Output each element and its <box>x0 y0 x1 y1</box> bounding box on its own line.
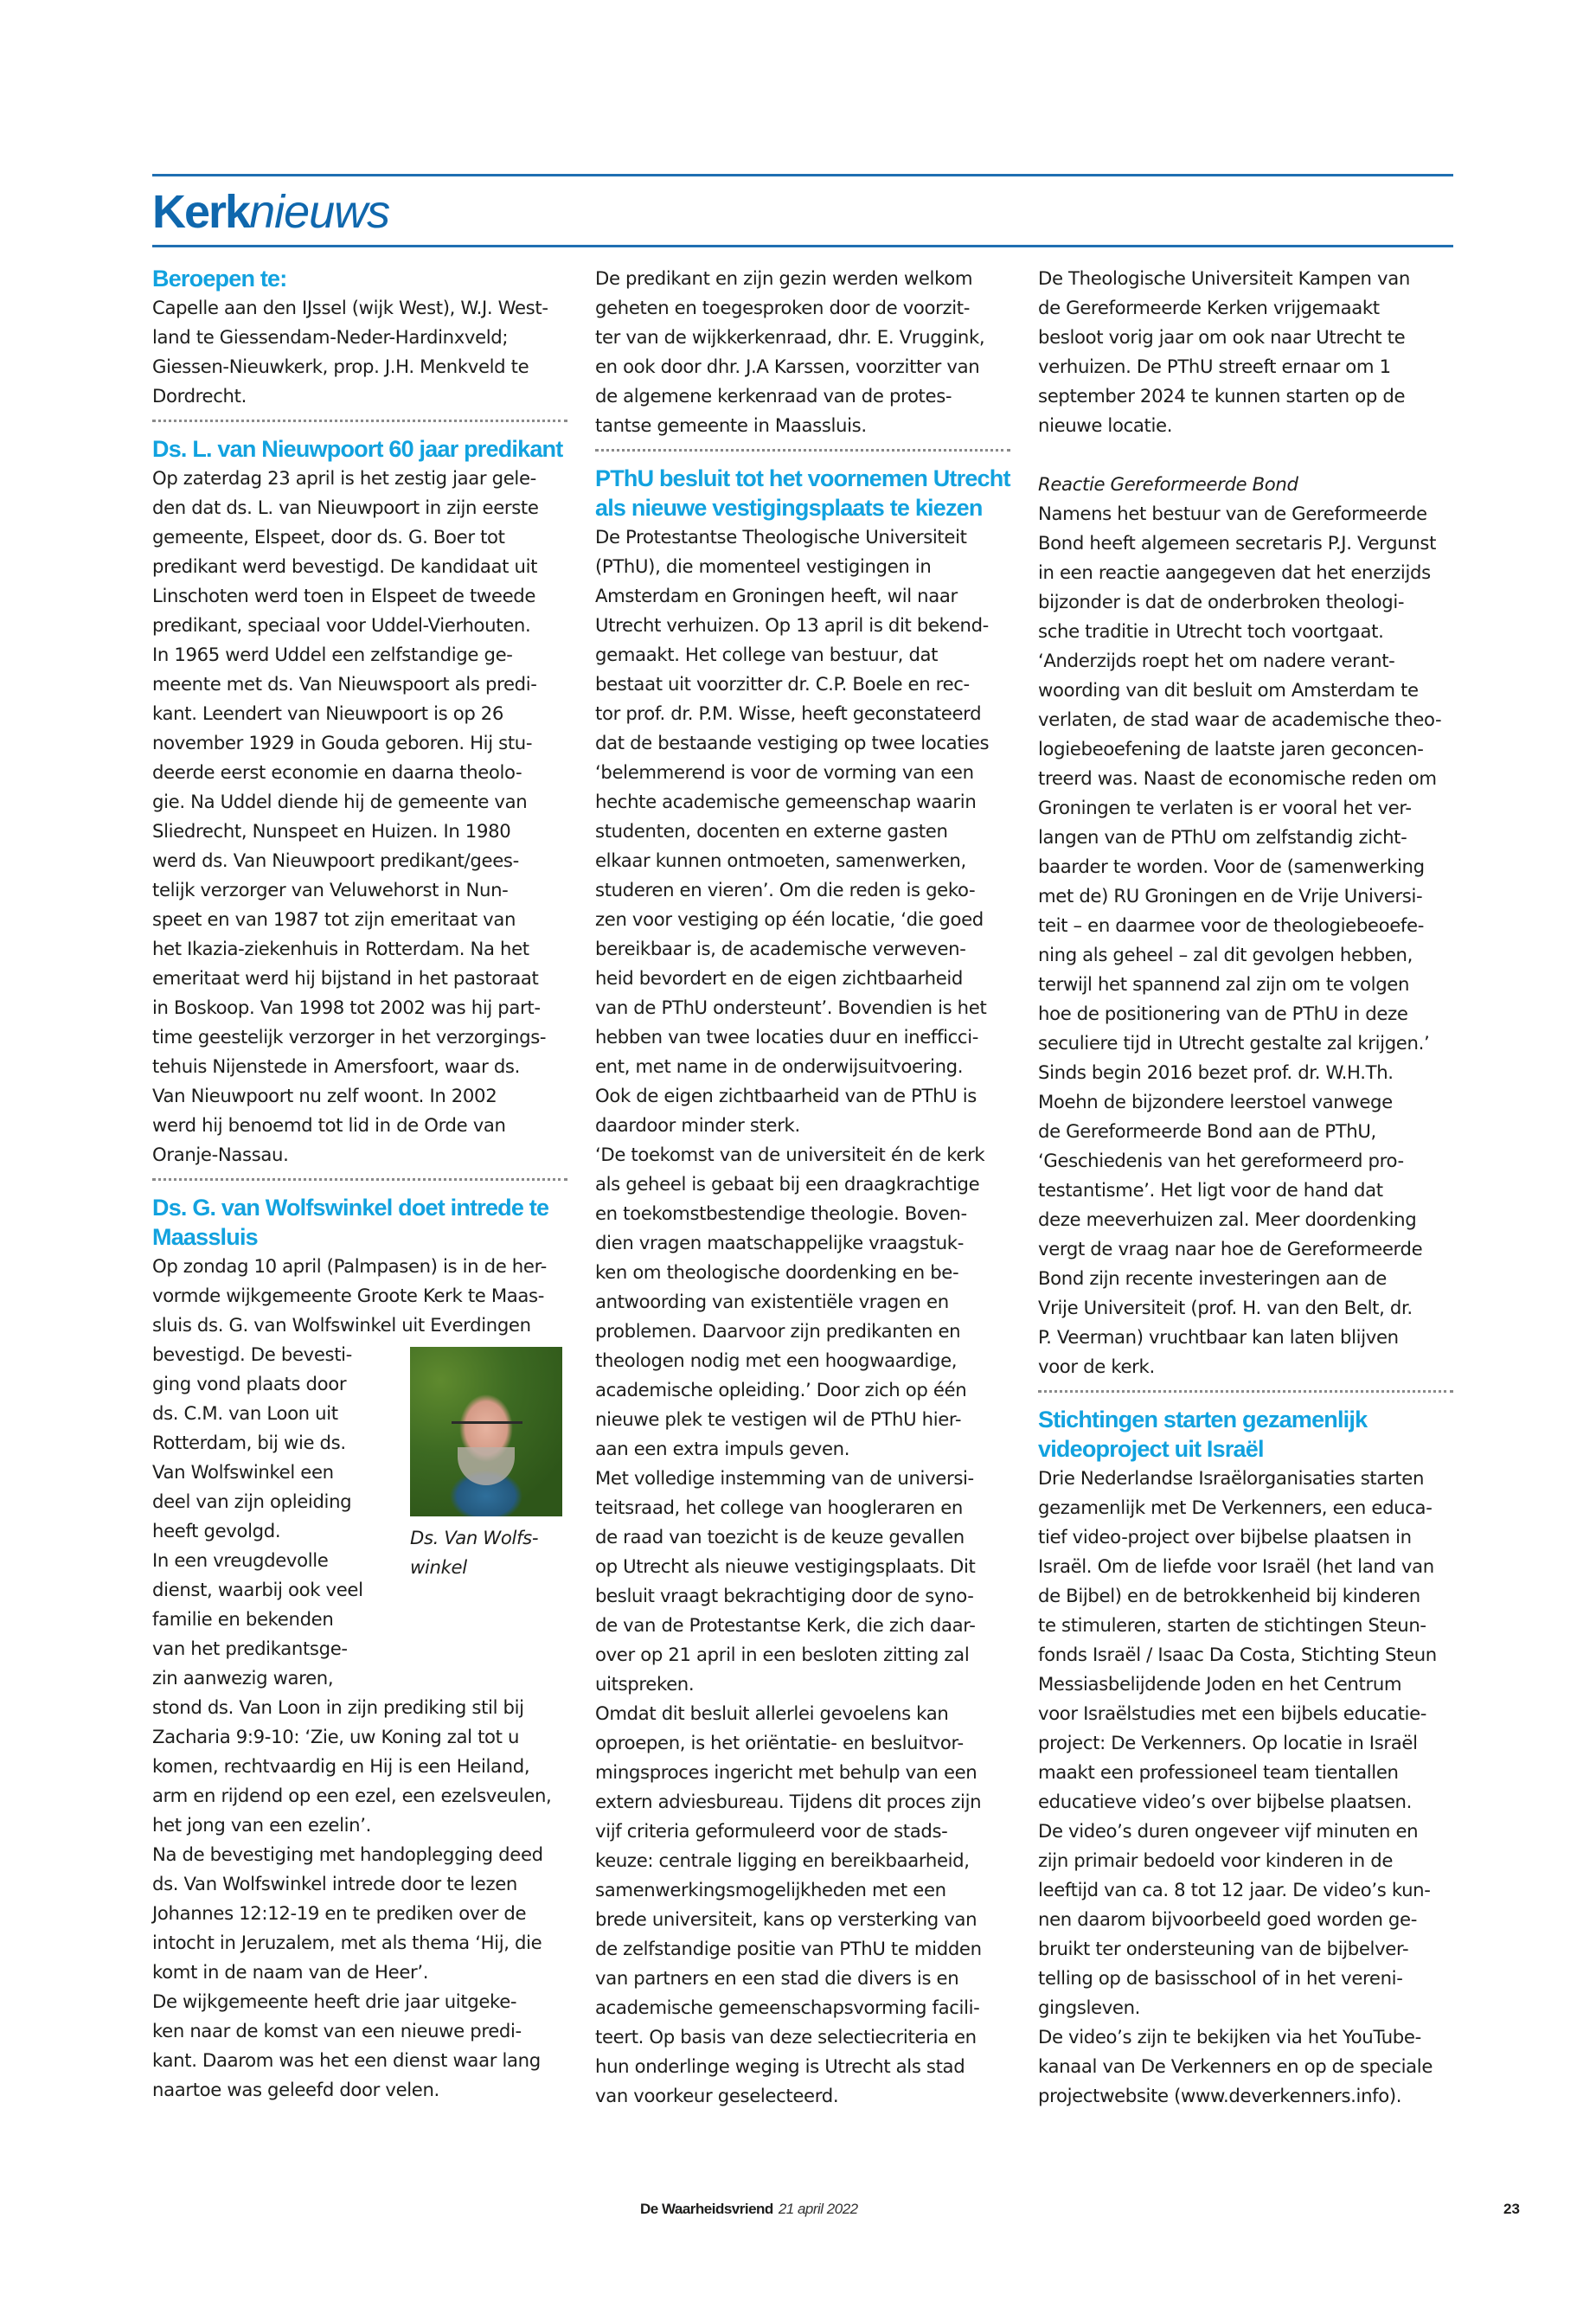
dotted-divider <box>1038 1390 1453 1393</box>
text-line: Sliedrecht, Nunspeet en Huizen. In 1980 <box>152 820 511 842</box>
text-line: werd ds. Van Nieuwpoort predikant/gees- <box>152 849 519 871</box>
text-line: studenten, docenten en externe gasten <box>595 820 948 842</box>
text-line: PThU besluit tot het voornemen Utrecht <box>595 465 1010 491</box>
text-line: Messiasbelijdende Joden en het Centrum <box>1038 1673 1402 1695</box>
text-line: vijf criteria geformuleerd voor de stads- <box>595 1820 948 1842</box>
text-line: maakt een professioneel team tientallen <box>1038 1761 1399 1783</box>
text-line: Sinds begin 2016 bezet prof. dr. W.H.Th. <box>1038 1061 1394 1083</box>
article-beroepen <box>152 264 569 411</box>
text-line: van de PThU ondersteunt’. Bovendien is het <box>595 997 987 1018</box>
text-line: van partners en een stad die divers is en <box>595 1967 959 1989</box>
text-line: Stichtingen starten gezamenlijk <box>1038 1407 1368 1433</box>
text-line: testantisme’. Het ligt voor de hand dat <box>1038 1179 1383 1201</box>
text-line: de van de Protestantse Kerk, die zich daar- <box>595 1614 976 1636</box>
article-body <box>1038 1464 1455 2111</box>
text-line: de Bijbel) en de betrokkenheid bij kinderen <box>1038 1585 1420 1606</box>
text-line: In een vreugdevolle <box>152 1549 329 1571</box>
text-line: bijzonder is dat de onderbroken theologi- <box>1038 591 1405 612</box>
text-line: besluit vraagt bekrachtiging door de syno- <box>595 1585 974 1606</box>
text-line: Capelle aan den IJssel (wijk West), W.J. West- <box>152 297 548 318</box>
subheading-reactie: Reactie Gereformeerde Bond <box>1038 473 1298 495</box>
text-line: Na de bevestiging met handoplegging deed <box>152 1843 543 1865</box>
text-line: leeftijd van ca. 8 tot 12 jaar. De video’s kun- <box>1038 1879 1431 1900</box>
text-line: hebben van twee locaties duur en inefficci- <box>595 1026 979 1048</box>
text-line: deze meeverhuizen zal. Meer doordenking <box>1038 1208 1417 1230</box>
text-line: op Utrecht als nieuwe vestigingsplaats. Dit <box>595 1555 976 1577</box>
article-body-bottom <box>152 1693 569 2105</box>
text-line: van het predikantsge- <box>152 1638 348 1659</box>
article-body-top <box>152 1252 569 1340</box>
text-line: tief video-project over bijbelse plaatsen in <box>1038 1526 1412 1548</box>
article-nieuwpoort <box>152 434 569 1170</box>
text-line: Rotterdam, bij wie ds. <box>152 1432 346 1453</box>
article-heading <box>152 1193 569 1252</box>
text-line: hechte academische gemeenschap waarin <box>595 791 977 812</box>
text-line: gingsleven. <box>1038 1997 1141 2018</box>
text-line: daardoor minder sterk. <box>595 1114 800 1136</box>
text-line: over op 21 april in een besloten zitting zal <box>595 1644 970 1665</box>
text-line: kant. Daarom was het een dienst waar lang <box>152 2049 541 2071</box>
column-1 <box>152 264 569 2105</box>
text-line: terwijl het spannend zal zijn om te volgen <box>1038 973 1410 995</box>
text-line: ‘belemmerend is voor de vorming van een <box>595 761 974 783</box>
text-line: ken om theologische doordenking en be- <box>595 1261 959 1283</box>
text-line: meente met ds. Van Nieuwspoort als predi- <box>152 673 537 695</box>
text-line: telijk verzorger van Veluwehorst in Nun- <box>152 879 509 901</box>
text-line: arm en rijdend op een ezel, een ezelsveulen, <box>152 1785 552 1806</box>
article-pthu <box>595 464 1012 2111</box>
text-line: Ook de eigen zichtbaarheid van de PThU is <box>595 1085 977 1106</box>
text-line: het Ikazia-ziekenhuis in Rotterdam. Na het <box>152 938 529 959</box>
photo-wrap <box>152 1340 569 1693</box>
paragraph-gap <box>1038 440 1455 470</box>
text-line: De Protestantse Theologische Universiteit <box>595 526 967 548</box>
text-line: ging vond plaats door <box>152 1373 347 1394</box>
text-line: teert. Op basis van deze selectiecriteria en <box>595 2026 977 2048</box>
article-wolfswinkel <box>152 1193 569 2105</box>
article-wolfswinkel-continued <box>595 264 1012 440</box>
portrait-photo <box>410 1347 562 1516</box>
issue-date: 21 april 2022 <box>778 2201 858 2217</box>
text-line: intocht in Jeruzalem, met als thema ‘Hij, die <box>152 1932 542 1953</box>
text-line: Vrije Universiteit (prof. H. van den Belt, dr. <box>1038 1297 1413 1318</box>
text-line: in Boskoop. Van 1998 tot 2002 was hij part- <box>152 997 541 1018</box>
page-footer <box>640 2199 858 2220</box>
beard-shape <box>458 1447 515 1485</box>
text-line: predikant werd bevestigd. De kandidaat uit <box>152 555 538 577</box>
text-line: heid bevordert en de eigen zichtbaarheid <box>595 967 964 989</box>
section-title <box>152 182 389 242</box>
text-line: september 2024 te kunnen starten op de <box>1038 385 1406 407</box>
article-body <box>595 264 1012 440</box>
text-line: oproepen, is het oriëntatie- en besluitvor- <box>595 1732 964 1753</box>
text-line: Op zondag 10 april (Palmpasen) is in de her- <box>152 1255 547 1277</box>
glasses-shape <box>452 1421 522 1436</box>
text-line: De predikant en zijn gezin werden welkom <box>595 267 973 289</box>
text-line: videoproject uit Israël <box>1038 1436 1264 1462</box>
text-line: Omdat dit besluit allerlei gevoelens kan <box>595 1702 949 1724</box>
text-line: werd hij benoemd tot lid in de Orde van <box>152 1114 506 1136</box>
text-line: In 1965 werd Uddel een zelfstandige ge- <box>152 644 513 665</box>
text-line: besloot vorig jaar om ook naar Utrecht te <box>1038 326 1406 348</box>
text-line: Zacharia 9:9-10: ‘Zie, uw Koning zal tot u <box>152 1726 520 1747</box>
text-line: De Theologische Universiteit Kampen van <box>1038 267 1410 289</box>
text-line: naartoe was geleefd door velen. <box>152 2079 439 2100</box>
text-line: ‘Geschiedenis van het gereformeerd pro- <box>1038 1150 1404 1171</box>
text-line: Bond heeft algemeen secretaris P.J. Vergunst <box>1038 532 1437 554</box>
text-line: ds. C.M. van Loon uit <box>152 1402 338 1424</box>
text-line: ken naar de komst van een nieuwe predi- <box>152 2020 522 2041</box>
text-line: projectwebsite (www.deverkenners.info). <box>1038 2085 1402 2106</box>
text-line: de raad van toezicht is de keuze gevallen <box>595 1526 965 1548</box>
text-line: extern adviesbureau. Tijdens dit proces zijn <box>595 1791 982 1812</box>
text-line: gemeente, Elspeet, door ds. G. Boer tot <box>152 526 505 548</box>
text-line: de algemene kerkenraad van de protes- <box>595 385 952 407</box>
text-line: Van Nieuwpoort nu zelf woont. In 2002 <box>152 1085 497 1106</box>
text-line: november 1929 in Gouda geboren. Hij stu- <box>152 732 533 753</box>
text-line: komt in de naam van de Heer’. <box>152 1961 429 1983</box>
text-line: aan een extra impuls geven. <box>595 1438 850 1459</box>
article-heading <box>1038 1405 1455 1464</box>
text-line: uitspreken. <box>595 1673 695 1695</box>
text-line: heeft gevolgd. <box>152 1520 281 1541</box>
text-line: den dat ds. L. van Nieuwpoort in zijn eerste <box>152 497 539 518</box>
text-line: antwoording van existentiële vragen en <box>595 1291 949 1312</box>
text-line: sche traditie in Utrecht toch voortgaat. <box>1038 620 1384 642</box>
text-line: komen, rechtvaardig en Hij is een Heiland, <box>152 1755 530 1777</box>
text-line: vergt de vraag naar hoe de Gereformeerde <box>1038 1238 1423 1259</box>
article-pthu-continued <box>1038 264 1455 1381</box>
bottom-rule <box>152 245 1453 247</box>
text-line: verlaten, de stad waar de academische theo- <box>1038 708 1442 730</box>
section-title-italic: nieuws <box>249 186 390 238</box>
text-line: geheten en toegesproken door de voorzit- <box>595 297 971 318</box>
text-line: ds. Van Wolfswinkel intrede door te lezen <box>152 1873 517 1894</box>
article-body <box>595 522 1012 2111</box>
text-line: theologen nodig met een hoogwaardige, <box>595 1349 958 1371</box>
text-line: educatieve video’s over bijbelse plaatsen. <box>1038 1791 1412 1812</box>
text-line: emeritaat werd hij bijstand in het pastoraat <box>152 967 539 989</box>
text-line: De video’s zijn te bekijken via het YouTube- <box>1038 2026 1421 2048</box>
text-line: de zelfstandige positie van PThU te midden <box>595 1938 982 1959</box>
article-body <box>152 293 569 411</box>
text-line: problemen. Daarvoor zijn predikanten en <box>595 1320 961 1342</box>
text-line: tehuis Nijenstede in Amersfoort, waar ds. <box>152 1055 521 1077</box>
text-line: Bond zijn recente investeringen aan de <box>1038 1267 1387 1289</box>
column-3 <box>1038 264 1455 2111</box>
text-line: bruikt ter ondersteuning van de bijbelver- <box>1038 1938 1409 1959</box>
text-line: bevestigd. De bevesti- <box>152 1343 352 1365</box>
dotted-divider <box>152 420 567 422</box>
text-line: de Gereformeerde Kerken vrijgemaakt <box>1038 297 1380 318</box>
text-line: met de) RU Groningen en de Vrije Universi- <box>1038 885 1423 907</box>
text-line: en ook door dhr. J.A Karssen, voorzitter van <box>595 356 980 377</box>
article-body <box>1038 264 1455 440</box>
text-line: voor Israëlstudies met een bijbels educatie- <box>1038 1702 1427 1724</box>
text-line: gemaakt. Het college van bestuur, dat <box>595 644 939 665</box>
text-line: De wijkgemeente heeft drie jaar uitgeke- <box>152 1990 517 2012</box>
text-line: studeren en vieren’. Om die reden is geko- <box>595 879 976 901</box>
text-line: dien vragen maatschappelijke vraagstuk- <box>595 1232 965 1253</box>
section-title-bold: Kerk <box>152 186 250 238</box>
text-line: treerd was. Naast de economische reden om <box>1038 767 1437 789</box>
text-line: verhuizen. De PThU streeft ernaar om 1 <box>1038 356 1391 377</box>
text-line: ‘De toekomst van de universiteit én de kerk <box>595 1144 985 1165</box>
text-line: academische opleiding.’ Door zich op één <box>595 1379 967 1400</box>
text-line: Utrecht verhuizen. Op 13 april is dit bekend- <box>595 614 989 636</box>
text-line: hoe de positionering van de PThU in deze <box>1038 1003 1408 1024</box>
text-line: teitsraad, het college van hoogleraren en <box>595 1497 963 1518</box>
text-line: Ds. Van Wolfs- <box>410 1527 539 1548</box>
text-line: Linschoten werd toen in Elspeet de tweede <box>152 585 536 606</box>
text-line: bestaat uit voorzitter dr. C.P. Boele en rec- <box>595 673 970 695</box>
text-line: ning als geheel – zal dit gevolgen hebben, <box>1038 944 1413 965</box>
text-line: nieuwe plek te vestigen wil de PThU hier- <box>595 1408 962 1430</box>
text-line: Israël. Om de liefde voor Israël (het land van <box>1038 1555 1434 1577</box>
text-line: vormde wijkgemeente Groote Kerk te Maas- <box>152 1285 545 1306</box>
text-line: ent, met name in de onderwijsuitvoering. <box>595 1055 964 1077</box>
text-line: mingsproces ingericht met behulp van een <box>595 1761 977 1783</box>
article-heading <box>595 464 1012 522</box>
text-line: woording van dit besluit om Amsterdam te <box>1038 679 1419 701</box>
article-body-reaction <box>1038 499 1455 1381</box>
text-line: academische gemeenschapsvorming facili- <box>595 1997 980 2018</box>
text-line: baarder te worden. Voor de (samenwerking <box>1038 856 1425 877</box>
text-line: te stimuleren, starten de stichtingen Steun- <box>1038 1614 1426 1636</box>
text-line: project: De Verkenners. Op locatie in Israël <box>1038 1732 1418 1753</box>
text-line: time geestelijk verzorger in het verzorgings- <box>152 1026 547 1048</box>
text-line: gezamenlijk met De Verkenners, een educa- <box>1038 1497 1433 1518</box>
text-line: Op zaterdag 23 april is het zestig jaar gele- <box>152 467 536 489</box>
top-rule <box>152 174 1453 176</box>
text-line: langen van de PThU om zelfstandig zicht- <box>1038 826 1407 848</box>
text-line: Ds. G. van Wolfswinkel doet intrede te <box>152 1195 549 1221</box>
text-line: deerde eerst economie en daarna theolo- <box>152 761 522 783</box>
article-body <box>152 464 569 1170</box>
text-line: tantse gemeente in Maassluis. <box>595 414 867 436</box>
text-line: voor de kerk. <box>1038 1356 1155 1377</box>
text-line: De video’s duren ongeveer vijf minuten en <box>1038 1820 1419 1842</box>
text-line: zin aanwezig waren, <box>152 1667 334 1689</box>
text-line: deel van zijn opleiding <box>152 1490 352 1512</box>
dotted-divider <box>152 1178 567 1181</box>
text-line: Groningen te verlaten is er vooral het ver- <box>1038 797 1412 818</box>
text-line: Van Wolfswinkel een <box>152 1461 334 1483</box>
text-line: predikant, speciaal voor Uddel-Vierhouten. <box>152 614 531 636</box>
article-heading: Beroepen te: <box>152 266 287 292</box>
text-line: Amsterdam en Groningen heeft, wil naar <box>595 585 958 606</box>
photo-caption <box>410 1523 562 1582</box>
text-line: Johannes 12:12-19 en te prediken over de <box>152 1902 527 1924</box>
text-line: speet en van 1987 tot zijn emeritaat van <box>152 908 516 930</box>
text-line: de Gereformeerde Bond aan de PThU, <box>1038 1120 1376 1142</box>
text-line: Drie Nederlandse Israëlorganisaties starten <box>1038 1467 1425 1489</box>
text-line: land te Giessendam-Neder-Hardinxveld; <box>152 326 509 348</box>
text-line: Giessen-Nieuwkerk, prop. J.H. Menkveld te <box>152 356 529 377</box>
text-line: Oranje-Nassau. <box>152 1144 289 1165</box>
column-2 <box>595 264 1012 2111</box>
text-line: stond ds. Van Loon in zijn prediking stil bij <box>152 1696 524 1718</box>
text-line: in een reactie aangegeven dat het enerzijds <box>1038 561 1431 583</box>
text-line: teit – en daarmee voor de theologiebeoefe- <box>1038 914 1425 936</box>
text-line: Met volledige instemming van de universi- <box>595 1467 974 1489</box>
text-line: gie. Na Uddel diende hij de gemeente van <box>152 791 528 812</box>
text-line: het jong van een ezelin’. <box>152 1814 372 1836</box>
text-line: Namens het bestuur van de Gereformeerde <box>1038 503 1427 524</box>
text-line: Dordrecht. <box>152 385 247 407</box>
text-line: zijn primair bedoeld voor kinderen in de <box>1038 1849 1394 1871</box>
text-line: seculiere tijd in Utrecht gestalte zal krijgen.’ <box>1038 1032 1430 1054</box>
text-line: tor prof. dr. P.M. Wisse, heeft geconstateerd <box>595 702 982 724</box>
text-line: als nieuwe vestigingsplaats te kiezen <box>595 495 983 521</box>
text-line: familie en bekenden <box>152 1608 334 1630</box>
text-line: dienst, waarbij ook veel <box>152 1579 363 1600</box>
text-line: dat de bestaande vestiging op twee locaties <box>595 732 990 753</box>
text-line: logiebeoefening de laatste jaren geconcen- <box>1038 738 1424 760</box>
dotted-divider <box>595 449 1010 452</box>
text-line: keuze: centrale ligging en bereikbaarheid, <box>595 1849 970 1871</box>
text-line: Maassluis <box>152 1224 258 1250</box>
text-line: zen voor vestiging op één locatie, ‘die goed <box>595 908 984 930</box>
text-line: (PThU), die momenteel vestigingen in <box>595 555 932 577</box>
publication-name: De Waarheidsvriend <box>640 2201 773 2217</box>
article-israel <box>1038 1405 1455 2111</box>
page-number: 23 <box>1503 2201 1520 2217</box>
text-line: kant. Leendert van Nieuwpoort is op 26 <box>152 702 504 724</box>
text-line: P. Veerman) vruchtbaar kan laten blijven <box>1038 1326 1399 1348</box>
text-line: nen daarom bijvoorbeeld goed worden ge- <box>1038 1908 1418 1930</box>
text-line: nieuwe locatie. <box>1038 414 1173 436</box>
text-line: Moehn de bijzondere leerstoel vanwege <box>1038 1091 1393 1112</box>
text-line: elkaar kunnen ontmoeten, samenwerken, <box>595 849 966 871</box>
text-line: van voorkeur geselecteerd. <box>595 2085 839 2106</box>
text-line: telling op de basisschool of in het vereni- <box>1038 1967 1403 1989</box>
text-line: hun onderlinge weging is Utrecht als stad <box>595 2055 965 2077</box>
text-line: fonds Israël / Isaac Da Costa, Stichting Steun <box>1038 1644 1437 1665</box>
article-heading: Ds. L. van Nieuwpoort 60 jaar predikant <box>152 436 563 462</box>
text-line: ter van de wijkkerkenraad, dhr. E. Vruggink, <box>595 326 985 348</box>
text-line: winkel <box>410 1556 467 1578</box>
text-line: sluis ds. G. van Wolfswinkel uit Everdingen <box>152 1314 531 1336</box>
text-line: en toekomstbestendige theologie. Boven- <box>595 1202 967 1224</box>
text-line: kanaal van De Verkenners en op de speciale <box>1038 2055 1433 2077</box>
text-line: samenwerkingsmogelijkheden met een <box>595 1879 946 1900</box>
text-line: ‘Anderzijds roept het om nadere verant- <box>1038 650 1395 671</box>
text-line: als geheel is gebaat bij een draagkrachtige <box>595 1173 980 1195</box>
text-line: brede universiteit, kans op versterking van <box>595 1908 977 1930</box>
text-line: bereikbaar is, de academische verweven- <box>595 938 966 959</box>
